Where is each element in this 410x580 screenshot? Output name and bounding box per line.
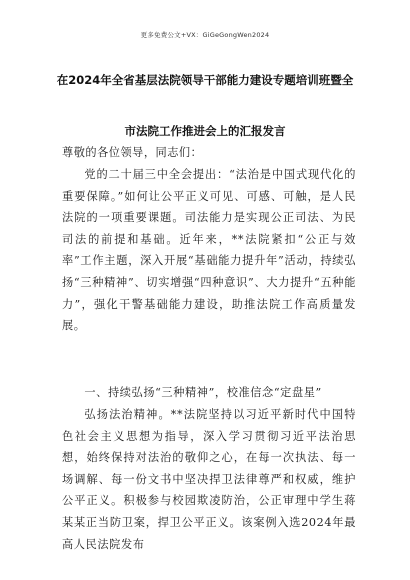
- header-watermark: 更多免费公文+VX：GiGeGongWen2024: [140, 31, 270, 39]
- section-heading-1: 一、持续弘扬“三种精神”，校准信念“定盘星”: [84, 386, 322, 399]
- document-title-line-1: 在2024年全省基层法院领导干部能力建设专题培训班暨全: [56, 73, 354, 87]
- salutation: 尊敬的各位领导，同志们：: [62, 146, 203, 159]
- paragraph-spirit-of-rule-of-law: 弘扬法治精神。**法院坚持以习近平新时代中国特色社会主义思想为指导，深入学习贯彻习近平法治思想，始终保持对法治的敬仰之心，在每一次执法、每一场调解、每一份文书中坚决捍卫法律尊严和权威，维护公平正义。积极参与校园欺凌防治，公正审理中学生蒋某某正当防卫案，捍卫公平正义。该案例入选2024年最高人民法院发布: [62, 408, 356, 551]
- document-title-line-2: 市法院工作推进会上的汇报发言: [124, 124, 286, 138]
- paragraph-intro: 党的二十届三中全会提出：“法治是中国式现代化的重要保障。”如何让公平正义可见、可感、可触，是人民法院的一项重要课题。司法能力是实现公正司法、为民司法的前提和基础。近年来，**法院紧扣“公正与效率”工作主题，深入开展“基础能力提升年”活动，持续弘扬“三种精神”、切实增强“四种意识”、大力提升“五种能力”，强化干警基础能力建设，助推法院工作高质量发展。: [62, 168, 356, 333]
